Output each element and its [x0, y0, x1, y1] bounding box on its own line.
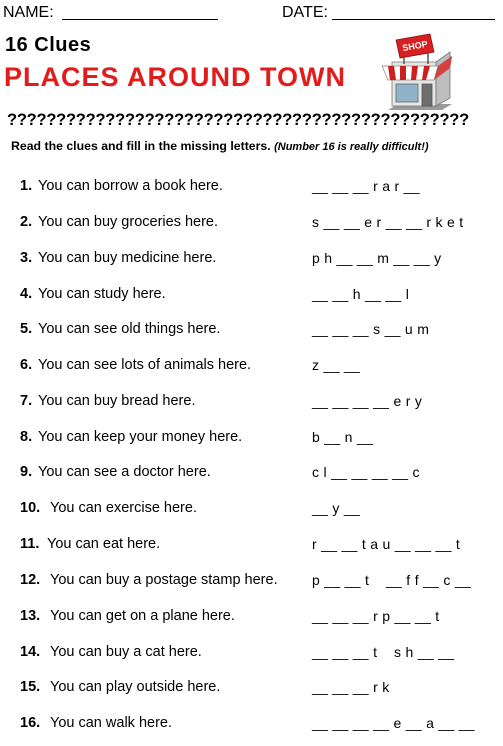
question-mark-row: ???????????????????????????????????????????????	[7, 111, 469, 129]
clue-row	[0, 644, 503, 664]
clue-number: 7.	[20, 393, 33, 409]
instructions	[11, 139, 429, 153]
clue-row	[0, 178, 503, 198]
answer-blanks[interactable]: r __ __ t a u __ __ __ t	[312, 536, 461, 552]
worksheet-title: PLACES AROUND TOWN	[4, 62, 346, 92]
clue-row	[0, 679, 503, 699]
clue-text: You can get on a plane here.	[50, 608, 235, 624]
instructions-note: (Number 16 is really difficult!)	[274, 141, 429, 153]
answer-blanks[interactable]: __ __ __ __ e r y	[312, 393, 423, 409]
answer-blanks[interactable]: __ __ __ r p __ __ t	[312, 608, 440, 624]
clue-row	[0, 214, 503, 234]
answer-blanks[interactable]: __ __ __ r k	[312, 679, 390, 695]
answer-blanks[interactable]: p __ __ t __ f f __ c __	[312, 572, 472, 588]
clue-number: 11.	[20, 536, 40, 552]
clue-row	[0, 393, 503, 413]
clue-row	[0, 357, 503, 377]
answer-blanks[interactable]: __ __ __ __ e __ a __ __	[312, 715, 475, 731]
clue-number: 12.	[20, 572, 41, 588]
answer-blanks[interactable]: __ __ __ r a r __	[312, 178, 420, 194]
clue-text: You can buy bread here.	[38, 393, 196, 409]
name-line	[62, 19, 218, 20]
clue-number: 14.	[20, 644, 41, 660]
shop-icon	[378, 32, 460, 110]
clue-number: 5.	[20, 321, 33, 337]
answer-blanks[interactable]: __ __ h __ __ l	[312, 286, 410, 302]
answer-blanks[interactable]: __ __ __ s __ u m	[312, 321, 430, 337]
name-label: NAME:	[3, 4, 54, 21]
clue-text: You can buy a postage stamp here.	[50, 572, 278, 588]
clues-count-title: 16 Clues	[5, 34, 92, 56]
clue-text: You can exercise here.	[50, 500, 197, 516]
answer-blanks[interactable]: __ y __	[312, 500, 361, 516]
clue-number: 1.	[20, 178, 33, 194]
answer-blanks[interactable]: z __ __	[312, 357, 361, 373]
clue-row	[0, 321, 503, 341]
clue-number: 13.	[20, 608, 41, 624]
clue-text: You can walk here.	[50, 715, 172, 731]
clue-text: You can buy medicine here.	[38, 250, 217, 266]
clue-number: 15.	[20, 679, 41, 695]
clue-number: 9.	[20, 464, 33, 480]
clue-number: 2.	[20, 214, 33, 230]
clue-text: You can see a doctor here.	[38, 464, 211, 480]
clue-row	[0, 608, 503, 628]
clue-text: You can study here.	[38, 286, 166, 302]
instructions-text: Read the clues and fill in the missing letters.	[11, 139, 271, 153]
answer-blanks[interactable]: s __ __ e r __ __ r k e t	[312, 214, 464, 230]
clue-text: You can see lots of animals here.	[38, 357, 252, 373]
clue-row	[0, 572, 503, 592]
clue-text: You can buy a cat here.	[50, 644, 202, 660]
clue-number: 3.	[20, 250, 33, 266]
date-line	[332, 19, 495, 20]
clue-number: 8.	[20, 429, 33, 445]
clue-row	[0, 715, 503, 735]
clue-row	[0, 429, 503, 449]
clue-text: You can eat here.	[47, 536, 161, 552]
clue-text: You can keep your money here.	[38, 429, 243, 445]
clue-text: You can buy groceries here.	[38, 214, 219, 230]
shop-sign-text: SHOP	[401, 38, 429, 54]
clue-row	[0, 464, 503, 484]
clue-number: 6.	[20, 357, 33, 373]
answer-blanks[interactable]: c l __ __ __ __ c	[312, 464, 420, 480]
clue-text: You can see old things here.	[38, 321, 221, 337]
clue-text: You can play outside here.	[50, 679, 221, 695]
clue-number: 16.	[20, 715, 41, 731]
clue-text: You can borrow a book here.	[38, 178, 223, 194]
date-label: DATE:	[282, 4, 328, 21]
clue-row	[0, 536, 503, 556]
answer-blanks[interactable]: p h __ __ m __ __ y	[312, 250, 442, 266]
answer-blanks[interactable]: b __ n __	[312, 429, 374, 445]
clue-row	[0, 250, 503, 270]
clue-number: 4.	[20, 286, 33, 302]
answer-blanks[interactable]: __ __ __ t s h __ __	[312, 644, 455, 660]
clue-row	[0, 286, 503, 306]
clue-row	[0, 500, 503, 520]
clue-number: 10.	[20, 500, 41, 516]
